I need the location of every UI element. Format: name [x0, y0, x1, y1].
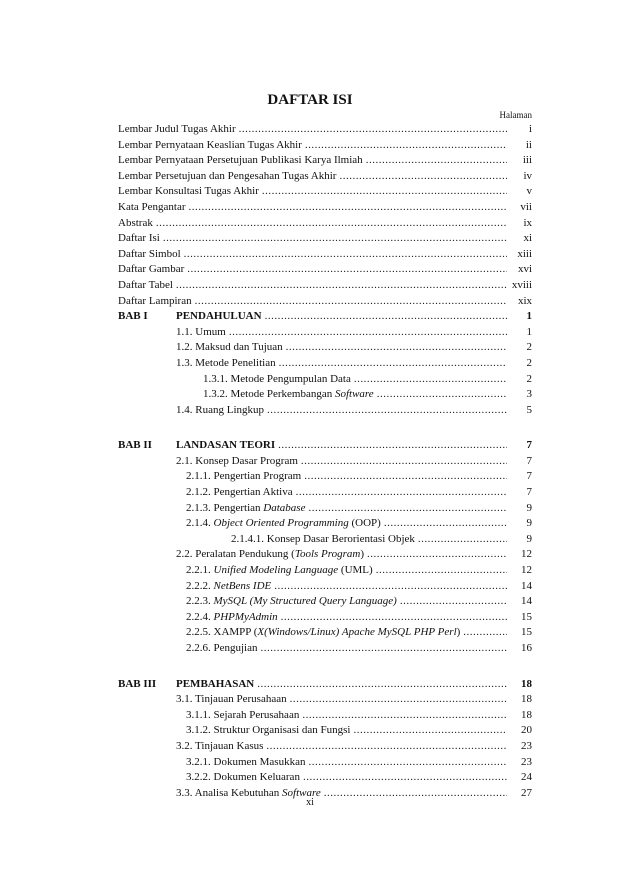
toc-entry-page: iii [522, 154, 532, 167]
toc-entry [118, 294, 532, 310]
toc-entry-title: 1.1. Umum [176, 325, 226, 338]
toc-entry-title: Lembar Pernyataan Keaslian Tugas Akhir [118, 138, 302, 151]
toc-entry [118, 770, 532, 786]
toc-entry-title: 1.3. Metode Penelitian [176, 356, 276, 369]
dot-leader [354, 372, 507, 388]
toc-entry [118, 122, 532, 138]
toc-entry-page: iv [523, 169, 532, 182]
dot-leader [366, 153, 507, 169]
dot-leader [229, 325, 507, 341]
toc-entry-page: 16 [521, 642, 532, 654]
toc-entry [118, 594, 532, 610]
toc-entry [118, 262, 532, 278]
toc-entry-page: 23 [521, 739, 532, 752]
dot-leader [301, 454, 507, 470]
dot-leader [274, 579, 507, 595]
toc-entry-title: 2.2.4. PHPMyAdmin [186, 610, 278, 623]
toc-entry-title: 2.1.3. Pengertian Database [186, 501, 306, 514]
toc-entry-title: 2.2.5. XAMPP (X(Windows/Linux) Apache MySQL PHP Perl) [186, 626, 461, 639]
dot-leader [239, 122, 507, 138]
toc-entry [118, 625, 532, 641]
dot-leader [156, 216, 507, 232]
toc-entry [118, 231, 532, 247]
toc-entry [118, 372, 532, 388]
toc-entry-title: 3.2.2. Dokumen Keluaran [186, 771, 300, 784]
page-number-footer: xi [306, 797, 314, 808]
toc-entry-page: ix [523, 216, 532, 229]
toc-entry-page: xix [517, 294, 532, 307]
toc-entry-title: 3.1.2. Struktur Organisasi dan Fungsi [186, 724, 351, 737]
dot-leader [463, 625, 507, 641]
toc-entry [118, 708, 532, 724]
toc-entry-page: 2 [526, 372, 532, 385]
dot-leader [189, 200, 508, 216]
chapter-code: BAB II [118, 439, 152, 452]
toc-entry-title: 2.1.4. Object Oriented Programming (OOP) [186, 517, 381, 530]
dot-leader [376, 563, 507, 579]
toc-entry-title: Lembar Pernyataan Persetujuan Publikasi Karya Ilmiah [118, 154, 363, 167]
toc-entry-title: 1.3.1. Metode Pengumpulan Data [203, 372, 351, 385]
dot-leader [286, 340, 507, 356]
toc-entry-title: 1.3.2. Metode Perkembangan Software [203, 388, 374, 401]
toc-entry-page: v [526, 185, 532, 198]
dot-leader [308, 501, 507, 517]
toc-entry [118, 469, 532, 485]
toc-entry-title: 2.2.3. MySQL (My Structured Query Language) [186, 595, 397, 608]
toc-entry [118, 563, 532, 579]
dot-leader [187, 262, 507, 278]
toc-entry [118, 501, 532, 517]
toc-entry [118, 454, 532, 470]
toc-entry [118, 200, 532, 216]
toc-entry-page: 15 [521, 610, 532, 623]
toc-entry-title: 3.3. Analisa Kebutuhan Software [176, 786, 321, 799]
toc-entry-title: Daftar Simbol [118, 247, 181, 260]
dot-leader [184, 247, 507, 263]
toc-entry-title: Daftar Isi [118, 232, 160, 245]
toc-entry [118, 438, 532, 454]
toc-entry [118, 739, 532, 755]
chapter-code: BAB I [118, 310, 148, 323]
toc-entry-page: 7 [526, 439, 532, 452]
toc-entry-title: Kata Pengantar [118, 200, 186, 213]
toc-entry [118, 516, 532, 532]
dot-leader [302, 708, 507, 724]
toc-entry [118, 723, 532, 739]
toc-entry-title: 2.1.2. Pengertian Aktiva [186, 486, 293, 499]
toc-entry-page: 24 [521, 771, 532, 784]
toc-entry-page: vii [520, 200, 532, 213]
toc-entry [118, 247, 532, 263]
toc-entry [118, 755, 532, 771]
toc-entry-title: 3.1.1. Sejarah Perusahaan [186, 708, 300, 721]
toc-spacer [118, 418, 532, 438]
toc-entry [118, 532, 532, 548]
dot-leader [367, 547, 507, 563]
dot-leader [267, 403, 507, 419]
dot-leader [304, 469, 507, 485]
toc-entry [118, 485, 532, 501]
toc-entry [118, 325, 532, 341]
toc-entry-page: 20 [521, 724, 532, 737]
dot-leader [266, 739, 507, 755]
toc-entry-title: Daftar Gambar [118, 263, 185, 276]
dot-leader [290, 692, 507, 708]
toc-entry-page: ii [525, 138, 532, 151]
dot-leader [296, 485, 507, 501]
toc-entry-title: 2.2.6. Pengujian [186, 642, 258, 654]
toc-entry-title: 3.1. Tinjauan Perusahaan [176, 693, 287, 706]
dot-leader [400, 594, 507, 610]
toc-entry-title: Daftar Tabel [118, 278, 173, 291]
toc-entry-title: 2.1. Konsep Dasar Program [176, 454, 298, 467]
dot-leader [262, 184, 507, 200]
toc-entry-title: 1.4. Ruang Lingkup [176, 403, 264, 416]
toc-entry [118, 692, 532, 708]
toc-entry [118, 356, 532, 372]
toc-entry [118, 610, 532, 626]
toc-entry-page: 12 [521, 548, 532, 561]
toc-entry-page: 9 [526, 517, 532, 530]
toc-entry-page: xiii [517, 247, 532, 260]
toc-entry-page: 5 [526, 403, 532, 416]
toc-entry-page: xviii [511, 278, 532, 291]
dot-leader [163, 231, 507, 247]
toc-entry-title: Daftar Lampiran [118, 294, 192, 307]
toc-entry-title: 1.2. Maksud dan Tujuan [176, 341, 283, 354]
toc-entry [118, 579, 532, 595]
toc-entry-page: 18 [521, 677, 532, 690]
toc-entry-page: 1 [526, 310, 532, 323]
toc-entry-title: 3.2.1. Dokumen Masukkan [186, 755, 306, 768]
toc-entry-title: Lembar Persetujuan dan Pengesahan Tugas Akhir [118, 169, 337, 182]
toc-entry-title: 2.2.1. Unified Modeling Language (UML) [186, 564, 373, 577]
toc-spacer [118, 657, 532, 677]
toc-entry-page: 14 [521, 595, 532, 608]
toc-entry-page: 7 [526, 454, 532, 467]
toc-entry [118, 169, 532, 185]
toc-entry-title: Lembar Konsultasi Tugas Akhir [118, 185, 259, 198]
table-of-contents [118, 122, 532, 801]
toc-entry [118, 278, 532, 294]
dot-leader [377, 387, 507, 403]
toc-entry [118, 547, 532, 563]
dot-leader [278, 438, 507, 454]
dot-leader [339, 169, 507, 185]
dot-leader [281, 610, 507, 626]
chapter-code: BAB III [118, 677, 157, 690]
toc-entry-page: 23 [521, 755, 532, 768]
toc-entry [118, 641, 532, 657]
toc-entry [118, 340, 532, 356]
toc-entry-title: LANDASAN TEORI [176, 439, 276, 452]
toc-entry [118, 184, 532, 200]
toc-entry [118, 677, 532, 693]
toc-entry-page: 9 [526, 532, 532, 545]
dot-leader [195, 294, 507, 310]
dot-leader [176, 278, 507, 294]
toc-entry-title: Lembar Judul Tugas Akhir [118, 123, 236, 135]
toc-entry [118, 153, 532, 169]
toc-entry-title: PENDAHULUAN [176, 310, 262, 323]
toc-entry-page: 27 [521, 786, 532, 799]
toc-entry-title: 2.2.2. NetBens IDE [186, 579, 272, 592]
toc-entry-page: 14 [521, 579, 532, 592]
toc-entry [118, 387, 532, 403]
dot-leader [418, 532, 507, 548]
toc-entry-page: 3 [526, 388, 532, 401]
toc-entry-title: Abstrak [118, 216, 153, 229]
page-column-header: Halaman [499, 110, 532, 120]
toc-entry-page: xvi [517, 263, 532, 276]
toc-entry-title: PEMBAHASAN [176, 677, 255, 690]
dot-leader [265, 309, 507, 325]
toc-entry-page: 7 [526, 470, 532, 483]
toc-entry-page: 2 [526, 356, 532, 369]
toc-entry [118, 216, 532, 232]
toc-entry-page: 18 [521, 708, 532, 721]
toc-entry-page: 12 [521, 564, 532, 577]
toc-entry-page: xi [523, 232, 532, 245]
toc-entry-title: 2.1.1. Pengertian Program [186, 470, 302, 483]
toc-entry-page: 2 [526, 341, 532, 354]
toc-entry-title: 3.2. Tinjauan Kasus [176, 739, 264, 752]
dot-leader [303, 770, 507, 786]
toc-entry-page: 7 [526, 486, 532, 499]
toc-entry-title: 2.1.4.1. Konsep Dasar Berorientasi Objek [231, 532, 415, 545]
dot-leader [354, 723, 508, 739]
toc-entry-page: 9 [526, 501, 532, 514]
toc-entry-page: 18 [521, 693, 532, 706]
toc-entry [118, 138, 532, 154]
toc-entry [118, 309, 532, 325]
toc-entry [118, 403, 532, 419]
toc-entry-title: 2.2. Peralatan Pendukung (Tools Program) [176, 548, 365, 561]
page-title: DAFTAR ISI [267, 92, 353, 108]
dot-leader [305, 138, 507, 154]
dot-leader [308, 755, 507, 771]
dot-leader [257, 677, 507, 693]
toc-entry-page: 1 [526, 325, 532, 338]
toc-entry-page: 15 [521, 626, 532, 639]
toc-entry-page: i [528, 123, 532, 135]
dot-leader [261, 641, 508, 657]
dot-leader [279, 356, 507, 372]
dot-leader [384, 516, 507, 532]
